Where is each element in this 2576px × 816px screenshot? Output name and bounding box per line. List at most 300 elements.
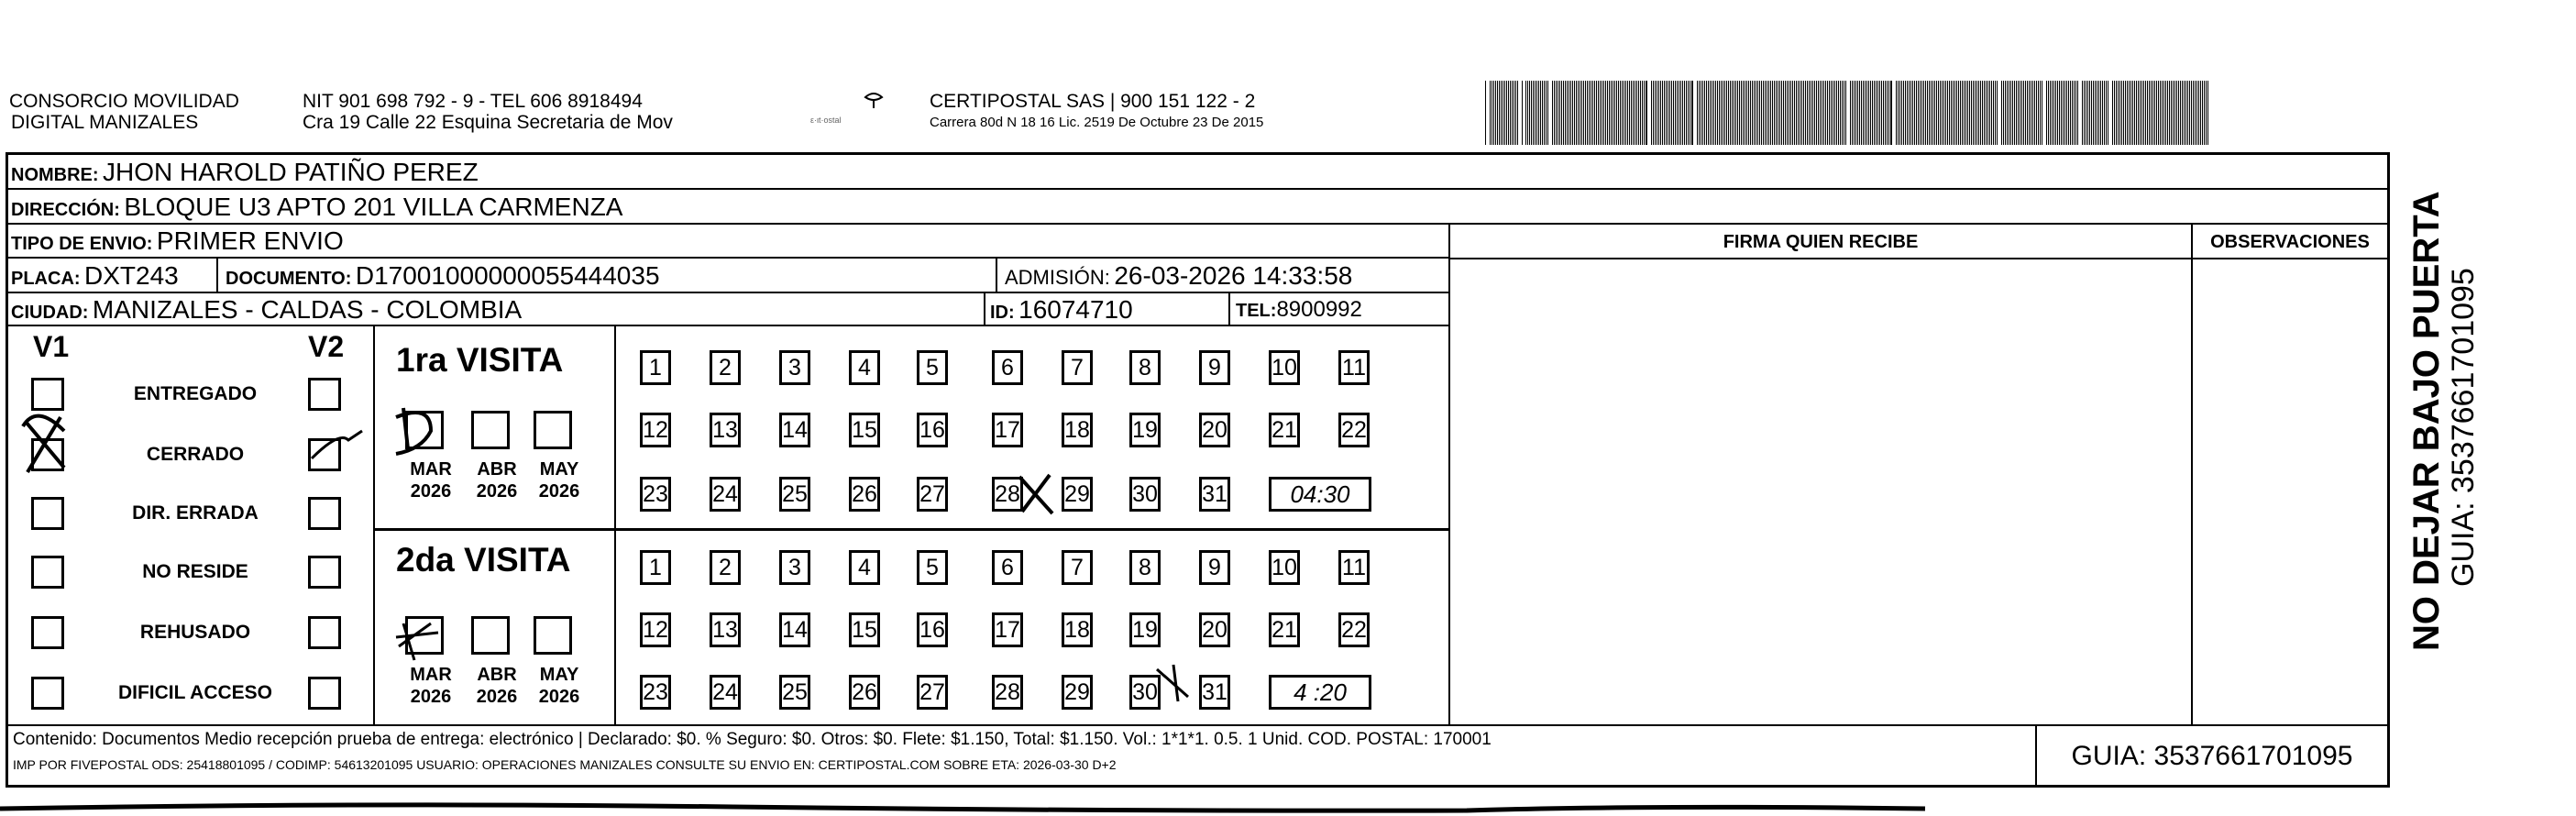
barcode-bar xyxy=(2016,81,2017,145)
nombre-label: NOMBRE: xyxy=(11,165,99,185)
barcode-bar xyxy=(1991,81,1992,145)
barcode-bar xyxy=(1770,81,1771,145)
barcode-bar xyxy=(1980,81,1981,145)
barcode-bar xyxy=(1536,81,1537,145)
barcode-bar xyxy=(1719,81,1720,145)
barcode-bar xyxy=(1510,81,1511,145)
barcode-bar xyxy=(1984,81,1985,145)
footer-imp: IMP POR FIVEPOSTAL ODS: 25418801095 / CODIMP: 54613201095 USUARIO: OPERACIONES MANIZALES CONSULTE SU ENVIO EN: CERTIPOSTAL.COM SOBRE ETA: 2026-03-30 D+2 xyxy=(13,757,1117,772)
barcode-bar xyxy=(1660,81,1661,145)
day-box[interactable]: 22 xyxy=(1338,612,1370,647)
barcode-bar xyxy=(2121,81,2122,145)
day-box[interactable]: 5 xyxy=(917,550,948,585)
barcode-bar xyxy=(2029,81,2030,145)
torn-edge xyxy=(0,788,2576,816)
id-label: ID: xyxy=(990,303,1015,323)
time-box[interactable]: 4 :20 xyxy=(1269,675,1371,710)
barcode-bar xyxy=(1730,81,1731,145)
barcode-bar xyxy=(1677,81,1678,145)
v2-checkbox[interactable] xyxy=(308,378,341,411)
footer-guia: GUIA: 3537661701095 xyxy=(2071,741,2353,771)
tel-value: 8900992 xyxy=(1276,297,1362,322)
barcode-bar xyxy=(1905,81,1906,145)
v2-checkbox[interactable] xyxy=(308,556,341,589)
day-box[interactable]: 11 xyxy=(1338,350,1370,385)
barcode-bar xyxy=(2038,81,2039,145)
barcode-bar xyxy=(1600,81,1601,145)
barcode-bar xyxy=(1642,81,1643,145)
day-box[interactable]: 13 xyxy=(710,413,741,447)
logo-caption: ε·ιt·ostal xyxy=(810,116,842,125)
barcode-bar xyxy=(1916,81,1917,145)
year-label: 2026 xyxy=(476,481,518,502)
barcode-bar xyxy=(1616,81,1617,145)
barcode-bar xyxy=(1987,81,1988,145)
barcode-bar xyxy=(1542,81,1543,145)
barcode-bar xyxy=(2098,81,2099,145)
barcode-bar xyxy=(1490,81,1491,145)
tipo-envio-value: PRIMER ENVIO xyxy=(156,226,344,255)
barcode-bar xyxy=(2165,81,2166,145)
barcode-bar xyxy=(1638,81,1639,145)
barcode-bar xyxy=(1965,81,1966,145)
barcode-bar xyxy=(1713,81,1714,145)
barcode-bar xyxy=(1702,81,1703,145)
day-box[interactable]: 10 xyxy=(1269,550,1300,585)
barcode-bar xyxy=(2106,81,2107,145)
barcode-bar xyxy=(1973,81,1974,145)
barcode-bar xyxy=(1857,81,1858,145)
v2-label: V2 xyxy=(308,330,345,363)
barcode-bar xyxy=(1581,81,1582,145)
time-box[interactable]: 04:30 xyxy=(1269,477,1371,512)
day-box[interactable]: 5 xyxy=(917,350,948,385)
barcode-bar xyxy=(1958,81,1959,145)
v2-checkbox[interactable] xyxy=(308,497,341,530)
barcode-bar xyxy=(1585,81,1586,145)
barcode-bar xyxy=(2191,81,2192,145)
barcode-bar xyxy=(1951,81,1952,145)
barcode-bar xyxy=(2195,81,2196,145)
barcode-bar xyxy=(1583,81,1584,145)
barcode-bar xyxy=(2036,81,2037,145)
barcode-bar xyxy=(2193,81,2194,145)
visita1-title: 1ra VISITA xyxy=(396,341,564,379)
direccion-row xyxy=(11,191,622,228)
day-box[interactable]: 3 xyxy=(779,350,810,385)
barcode-bar xyxy=(1493,81,1494,145)
barcode-bar xyxy=(1563,81,1564,145)
day-box[interactable]: 27 xyxy=(917,477,948,512)
day-box[interactable]: 24 xyxy=(710,675,741,710)
barcode-bar xyxy=(2184,81,2185,145)
barcode-bar xyxy=(1622,81,1623,145)
day-box[interactable]: 20 xyxy=(1199,413,1230,447)
barcode-bar xyxy=(1949,81,1950,145)
barcode-bar xyxy=(2143,81,2144,145)
barcode-bar xyxy=(1627,81,1628,145)
day-box[interactable]: 30 xyxy=(1129,477,1161,512)
day-box[interactable]: 23 xyxy=(640,675,671,710)
barcode-bar xyxy=(1975,81,1976,145)
placa-label: PLACA: xyxy=(11,269,81,289)
day-box[interactable]: 14 xyxy=(779,413,810,447)
direccion-value: BLOQUE U3 APTO 201 VILLA CARMENZA xyxy=(124,193,623,221)
barcode-bar xyxy=(1920,81,1921,145)
barcode-bar xyxy=(2116,81,2117,145)
day-box[interactable]: 18 xyxy=(1062,612,1093,647)
tel-label: TEL: xyxy=(1236,301,1277,321)
barcode-bar xyxy=(1923,81,1924,145)
ciudad-value: MANIZALES - CALDAS - COLOMBIA xyxy=(92,295,523,324)
barcode-bar xyxy=(2084,81,2085,145)
barcode-bar xyxy=(1691,81,1693,145)
barcode-bar xyxy=(1887,81,1888,145)
barcode-bar xyxy=(1644,81,1645,145)
observaciones-header: OBSERVACIONES xyxy=(2210,232,2370,252)
barcode-bar xyxy=(1737,81,1738,145)
barcode-bar xyxy=(1686,81,1687,145)
barcode-bar xyxy=(1945,81,1946,145)
barcode-bar xyxy=(1728,81,1729,145)
barcode-bar xyxy=(1710,81,1711,145)
day-box[interactable]: 2 xyxy=(710,350,741,385)
month-label: ABR xyxy=(477,459,517,480)
barcode-bar xyxy=(2167,81,2168,145)
day-box[interactable]: 6 xyxy=(992,550,1023,585)
barcode-bar xyxy=(1805,81,1806,145)
v2-checkbox[interactable] xyxy=(308,616,341,649)
barcode-bar xyxy=(2174,81,2175,145)
barcode-bar xyxy=(2048,81,2049,145)
month-checkbox[interactable] xyxy=(405,616,444,655)
day-box[interactable]: 10 xyxy=(1269,350,1300,385)
day-box[interactable]: 1 xyxy=(640,350,671,385)
barcode-bar xyxy=(1814,81,1815,145)
day-box[interactable]: 29 xyxy=(1062,477,1093,512)
barcode-bar xyxy=(1574,81,1575,145)
barcode-bar xyxy=(2125,81,2126,145)
barcode-bar xyxy=(1936,81,1937,145)
day-box[interactable]: 25 xyxy=(779,477,810,512)
barcode-bar xyxy=(1896,81,1897,145)
certipostal-logo-icon xyxy=(862,92,886,110)
day-box[interactable]: 21 xyxy=(1269,413,1300,447)
barcode-bar xyxy=(1927,81,1928,145)
barcode-bar xyxy=(1888,81,1889,145)
barcode-bar xyxy=(2152,81,2153,145)
barcode-bar xyxy=(2102,81,2103,145)
id-value: 16074710 xyxy=(1018,295,1133,324)
barcode-bar xyxy=(2010,81,2011,145)
barcode-bar xyxy=(2140,81,2141,145)
v1-checkbox[interactable] xyxy=(31,616,64,649)
barcode-bar xyxy=(2075,81,2076,145)
day-box[interactable]: 16 xyxy=(917,413,948,447)
day-box[interactable]: 22 xyxy=(1338,413,1370,447)
barcode-bar xyxy=(1682,81,1683,145)
barcode-bar xyxy=(1688,81,1689,145)
barcode-bar xyxy=(1570,81,1571,145)
day-box[interactable]: 11 xyxy=(1338,550,1370,585)
barcode-bar xyxy=(2141,81,2142,145)
barcode-bar xyxy=(1962,81,1963,145)
barcode-bar xyxy=(2055,81,2056,145)
barcode-bar xyxy=(1609,81,1610,145)
barcode-bar xyxy=(2050,81,2051,145)
barcode-bar xyxy=(1947,81,1948,145)
barcode-bar xyxy=(2014,81,2015,145)
barcode-bar xyxy=(1861,81,1862,145)
barcode-bar xyxy=(1565,81,1566,145)
day-box[interactable]: 9 xyxy=(1199,550,1230,585)
v1-checkbox[interactable] xyxy=(31,438,64,471)
barcode-bar xyxy=(2134,81,2135,145)
v1-checkbox[interactable] xyxy=(31,378,64,411)
day-box[interactable]: 17 xyxy=(992,413,1023,447)
day-box[interactable]: 26 xyxy=(849,675,880,710)
barcode-bar xyxy=(1525,81,1526,145)
barcode-bar xyxy=(2202,81,2203,145)
no-dejar-bajo-puerta: NO DEJAR BAJO PUERTA xyxy=(2406,191,2447,651)
barcode-bar xyxy=(1646,81,1647,145)
tipo-envio-row xyxy=(11,225,344,262)
day-box[interactable]: 21 xyxy=(1269,612,1300,647)
day-box[interactable]: 7 xyxy=(1062,550,1093,585)
day-box[interactable]: 8 xyxy=(1129,350,1161,385)
barcode-bar xyxy=(2160,81,2161,145)
barcode-bar xyxy=(1629,81,1630,145)
day-box[interactable]: 20 xyxy=(1199,612,1230,647)
status-label: DIR. ERRADA xyxy=(132,502,259,524)
v1-checkbox[interactable] xyxy=(31,556,64,589)
barcode-bar xyxy=(1907,81,1908,145)
day-box[interactable]: 4 xyxy=(849,550,880,585)
barcode-bar xyxy=(2123,81,2124,145)
day-box[interactable]: 19 xyxy=(1129,413,1161,447)
day-box[interactable]: 8 xyxy=(1129,550,1161,585)
day-box[interactable]: 3 xyxy=(779,550,810,585)
day-box[interactable]: 16 xyxy=(917,612,948,647)
day-box[interactable]: 17 xyxy=(992,612,1023,647)
barcode-bar xyxy=(2061,81,2062,145)
barcode-bar xyxy=(2023,81,2024,145)
placa-value: DXT243 xyxy=(84,261,179,290)
v2-checkbox[interactable] xyxy=(308,438,341,471)
barcode-bar xyxy=(1669,81,1670,145)
month-label: ABR xyxy=(477,665,517,685)
barcode-bar xyxy=(1743,81,1744,145)
v2-checkbox[interactable] xyxy=(308,677,341,710)
barcode-bar xyxy=(2196,81,2197,145)
barcode-bar xyxy=(2187,81,2188,145)
barcode-bar xyxy=(1589,81,1590,145)
day-box[interactable]: 7 xyxy=(1062,350,1093,385)
ciudad-label: CIUDAD: xyxy=(11,303,89,323)
barcode-bar xyxy=(2064,81,2065,145)
barcode-bar xyxy=(2053,81,2054,145)
barcode-bar xyxy=(1748,81,1749,145)
day-box[interactable]: 14 xyxy=(779,612,810,647)
barcode-bar xyxy=(1779,81,1780,145)
day-box[interactable]: 12 xyxy=(640,612,671,647)
barcode-bar xyxy=(1715,81,1716,145)
nombre-row xyxy=(11,156,479,193)
barcode-bar xyxy=(2018,81,2019,145)
barcode-bar xyxy=(1792,81,1793,145)
barcode-bar xyxy=(2001,81,2002,145)
day-box[interactable]: 1 xyxy=(640,550,671,585)
barcode-bar xyxy=(2104,81,2105,145)
barcode-bar xyxy=(1515,81,1516,145)
barcode-bar xyxy=(1540,81,1541,145)
day-box[interactable]: 19 xyxy=(1129,612,1161,647)
barcode-bar xyxy=(1658,81,1659,145)
barcode-bar xyxy=(1870,81,1871,145)
barcode-bar xyxy=(1890,81,1892,145)
barcode-bar xyxy=(1940,81,1941,145)
barcode-bar xyxy=(2059,81,2060,145)
day-box[interactable]: 9 xyxy=(1199,350,1230,385)
day-box[interactable]: 30 xyxy=(1129,675,1161,710)
day-box[interactable]: 28 xyxy=(992,675,1023,710)
barcode-bar xyxy=(1859,81,1860,145)
company-nit: NIT 901 698 792 - 9 - TEL 606 8918494 xyxy=(303,91,643,112)
barcode-bar xyxy=(1618,81,1619,145)
barcode-bar xyxy=(1954,81,1955,145)
barcode-bar xyxy=(2149,81,2150,145)
month-checkbox[interactable] xyxy=(471,411,510,449)
barcode-bar xyxy=(1625,81,1626,145)
barcode-bar xyxy=(2138,81,2139,145)
barcode-bar xyxy=(1680,81,1681,145)
day-box[interactable]: 31 xyxy=(1199,675,1230,710)
barcode-bar xyxy=(1785,81,1786,145)
barcode-bar xyxy=(1546,81,1547,145)
barcode-bar xyxy=(1655,81,1656,145)
barcode-bar xyxy=(2145,81,2146,145)
barcode-bar xyxy=(1614,81,1615,145)
day-box[interactable]: 4 xyxy=(849,350,880,385)
barcode-bar xyxy=(1774,81,1775,145)
barcode-bar xyxy=(1485,81,1486,145)
firma-header: FIRMA QUIEN RECIBE xyxy=(1723,232,1919,252)
barcode-bar xyxy=(1533,81,1534,145)
barcode-bar xyxy=(1876,81,1877,145)
barcode-bar xyxy=(1750,81,1751,145)
day-box[interactable]: 6 xyxy=(992,350,1023,385)
barcode-bar xyxy=(1834,81,1835,145)
day-box[interactable]: 2 xyxy=(710,550,741,585)
day-box[interactable]: 18 xyxy=(1062,413,1093,447)
barcode-bar xyxy=(2198,81,2199,145)
day-box[interactable]: 15 xyxy=(849,413,880,447)
barcode-bar xyxy=(1838,81,1839,145)
barcode-bar xyxy=(1976,81,1977,145)
admision-cell xyxy=(1005,259,1352,297)
day-box[interactable]: 13 xyxy=(710,612,741,647)
barcode-bar xyxy=(2158,81,2159,145)
day-box[interactable]: 23 xyxy=(640,477,671,512)
direccion-label: DIRECCIÓN: xyxy=(11,200,120,220)
barcode-bar xyxy=(1592,81,1593,145)
barcode-bar xyxy=(1912,81,1913,145)
day-box[interactable]: 27 xyxy=(917,675,948,710)
v1-checkbox[interactable] xyxy=(31,677,64,710)
barcode-bar xyxy=(1607,81,1608,145)
barcode-bar xyxy=(1995,81,1996,145)
barcode xyxy=(1485,81,2215,145)
day-box[interactable]: 31 xyxy=(1199,477,1230,512)
barcode-bar xyxy=(1776,81,1777,145)
barcode-bar xyxy=(1636,81,1637,145)
barcode-bar xyxy=(2178,81,2179,145)
barcode-bar xyxy=(1495,81,1496,145)
month-checkbox[interactable] xyxy=(471,616,510,655)
barcode-bar xyxy=(2095,81,2096,145)
barcode-bar xyxy=(1768,81,1769,145)
barcode-bar xyxy=(1842,81,1843,145)
barcode-bar xyxy=(1986,81,1987,145)
barcode-bar xyxy=(2034,81,2035,145)
v1-checkbox[interactable] xyxy=(31,497,64,530)
barcode-bar xyxy=(2007,81,2008,145)
barcode-bar xyxy=(2147,81,2148,145)
status-label: NO RESIDE xyxy=(142,561,248,582)
barcode-bar xyxy=(1816,81,1817,145)
barcode-bar xyxy=(1504,81,1505,145)
day-box[interactable]: 28 xyxy=(992,477,1023,512)
barcode-bar xyxy=(1803,81,1804,145)
barcode-bar xyxy=(1863,81,1864,145)
barcode-bar xyxy=(1765,81,1766,145)
day-box[interactable]: 26 xyxy=(849,477,880,512)
barcode-bar xyxy=(1855,81,1856,145)
barcode-bar xyxy=(1794,81,1795,145)
barcode-bar xyxy=(1664,81,1665,145)
day-box[interactable]: 15 xyxy=(849,612,880,647)
barcode-bar xyxy=(1552,81,1553,145)
day-box[interactable]: 12 xyxy=(640,413,671,447)
barcode-bar xyxy=(1631,81,1632,145)
barcode-bar xyxy=(1699,81,1700,145)
barcode-bar xyxy=(2070,81,2071,145)
barcode-bar xyxy=(1761,81,1762,145)
day-box[interactable]: 24 xyxy=(710,477,741,512)
admision-value: 26-03-2026 14:33:58 xyxy=(1114,261,1353,290)
month-checkbox[interactable] xyxy=(534,411,572,449)
barcode-bar xyxy=(1499,81,1500,145)
barcode-bar xyxy=(2189,81,2190,145)
barcode-bar xyxy=(1883,81,1884,145)
month-checkbox[interactable] xyxy=(534,616,572,655)
month-label: MAR xyxy=(410,665,452,685)
year-label: 2026 xyxy=(410,687,452,707)
month-checkbox[interactable] xyxy=(405,411,444,449)
barcode-bar xyxy=(1969,81,1970,145)
barcode-bar xyxy=(1559,81,1560,145)
barcode-bar xyxy=(1763,81,1764,145)
barcode-bar xyxy=(2046,81,2047,145)
barcode-bar xyxy=(1671,81,1672,145)
barcode-bar xyxy=(1932,81,1933,145)
barcode-bar xyxy=(1942,81,1943,145)
barcode-bar xyxy=(1879,81,1880,145)
barcode-bar xyxy=(2185,81,2186,145)
day-box[interactable]: 29 xyxy=(1062,675,1093,710)
day-box[interactable]: 25 xyxy=(779,675,810,710)
year-label: 2026 xyxy=(538,687,580,707)
